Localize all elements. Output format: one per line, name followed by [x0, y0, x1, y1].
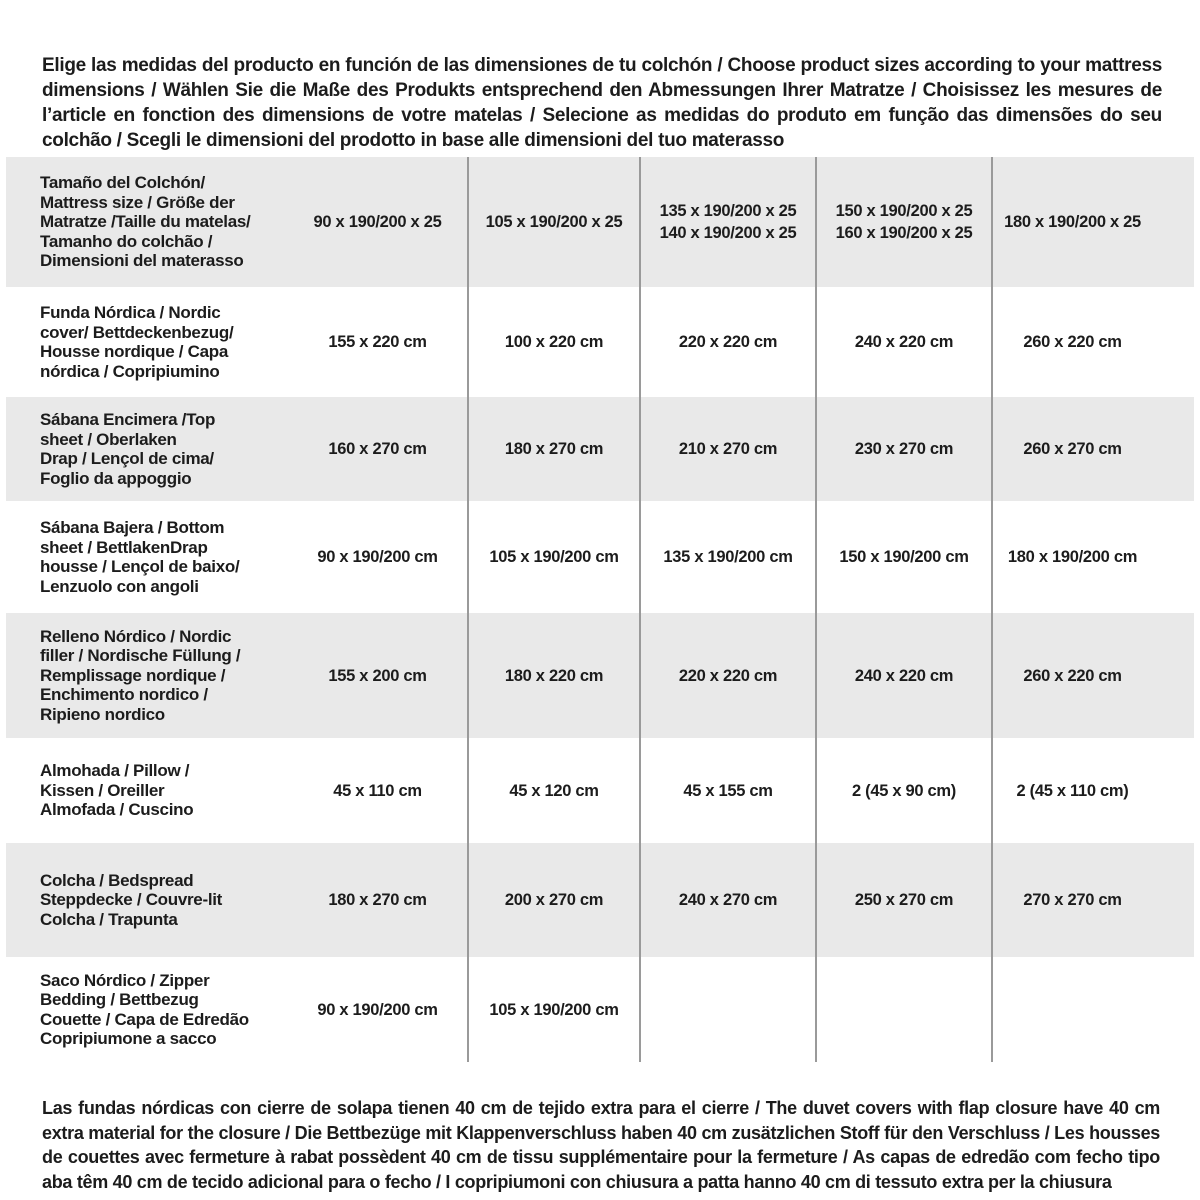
size-value-cell	[815, 843, 991, 957]
table-row-pillow	[6, 738, 1194, 843]
row-label-nordic-filler	[6, 613, 288, 738]
value-line: 105 x 190/200 cm	[489, 1000, 619, 1019]
value-line: 90 x 190/200 x 25	[313, 213, 442, 231]
size-value-cell	[467, 738, 639, 843]
size-value-cell	[639, 957, 815, 1062]
value-line: 180 x 270 cm	[328, 891, 427, 909]
label-line: Sábana Encimera /Top	[40, 410, 216, 429]
label-line: Mattress size / Größe der	[40, 192, 235, 212]
value-line: 230 x 270 cm	[854, 440, 954, 458]
size-value-cell	[991, 957, 1194, 1062]
size-value-cell	[815, 287, 991, 397]
label-line: nórdica / Copripiumino	[40, 361, 220, 381]
table-row-top-sheet	[6, 397, 1194, 501]
table-row-mattress-size	[6, 157, 1194, 287]
value-line: 155 x 200 cm	[328, 666, 427, 685]
label-line: Sábana Bajera / Bottom	[40, 518, 225, 537]
size-value-cell	[991, 397, 1194, 501]
size-value-cell	[815, 501, 991, 613]
value-line: 160 x 190/200 x 25	[835, 224, 973, 242]
size-value-cell	[815, 957, 991, 1062]
value-line: 200 x 270 cm	[504, 891, 604, 909]
size-value-cell	[991, 287, 1194, 397]
label-line: Tamanho do colchão /	[40, 231, 213, 251]
value-line: 100 x 220 cm	[504, 333, 604, 351]
row-label-nordic-cover	[6, 287, 288, 397]
size-value-cell	[467, 157, 639, 287]
label-line: filler / Nordische Füllung /	[40, 646, 241, 666]
size-value-cell	[639, 501, 815, 613]
size-value-cell	[288, 501, 467, 613]
label-line: Tamaño del Colchón/	[40, 173, 205, 193]
table-row-nordic-cover	[6, 287, 1194, 397]
row-label-bedspread	[6, 843, 288, 957]
value-line: 150 x 190/200 cm	[839, 548, 969, 566]
label-line: Ripieno nordico	[40, 704, 165, 724]
value-line: 240 x 220 cm	[854, 333, 954, 351]
label-line: Almohada / Pillow /	[40, 761, 190, 781]
size-value-cell	[991, 157, 1194, 287]
value-line: 260 x 220 cm	[1023, 333, 1122, 351]
value-line: 250 x 270 cm	[854, 891, 954, 909]
size-value-cell	[288, 843, 467, 957]
label-line: Matratze /Taille du matelas/	[40, 212, 251, 232]
label-line: Copripiumone a sacco	[40, 1029, 217, 1048]
table-row-bottom-sheet	[6, 501, 1194, 613]
size-value-cell	[991, 501, 1194, 613]
size-value-cell	[467, 501, 639, 613]
size-value-cell	[288, 738, 467, 843]
value-line: 150 x 190/200 x 25	[835, 202, 973, 220]
value-line: 260 x 270 cm	[1023, 440, 1122, 458]
size-value-cell	[639, 157, 815, 287]
size-value-cell	[467, 957, 639, 1062]
size-value-cell	[639, 287, 815, 397]
value-line: 240 x 270 cm	[678, 891, 778, 909]
outro-paragraph: Las fundas nórdicas con cierre de solapa tienen 40 cm de tejido extra para el cierre / The duvet covers with flap closure have 40 cm extra material for the closure / Die Bettbezüge mit Klappenverschluss haben 40 cm zusätzlichen Stoff für den Verschluss / Les housses de couettes avec fermeture à rabat possèdent 40 cm de tissu supplémentaire pour la fermeture / As capas de edredão com fecho tipo aba têm 40 cm de tecido adicional para o fecho / I copripiumoni con chiusura a patta hanno 40 cm di tessuto extra per la chiusura	[42, 1098, 1160, 1192]
value-line: 220 x 220 cm	[678, 333, 778, 351]
label-line: Lenzuolo con angoli	[40, 576, 199, 596]
value-line: 180 x 220 cm	[504, 666, 604, 685]
size-value-cell	[288, 957, 467, 1062]
value-line: 240 x 220 cm	[854, 666, 954, 685]
size-value-cell	[467, 843, 639, 957]
value-line: 180 x 270 cm	[504, 440, 604, 458]
size-value-cell	[288, 287, 467, 397]
value-line: 105 x 190/200 x 25	[485, 213, 623, 231]
value-line: 45 x 155 cm	[683, 781, 773, 800]
size-value-cell	[815, 157, 991, 287]
label-line: cover/ Bettdeckenbezug/	[40, 322, 234, 342]
size-value-cell	[288, 157, 467, 287]
size-value-cell	[815, 738, 991, 843]
value-line: 270 x 270 cm	[1023, 891, 1122, 909]
label-line: Almofada / Cuscino	[40, 800, 194, 820]
size-value-cell	[467, 397, 639, 501]
size-value-cell	[288, 613, 467, 738]
label-line: Housse nordique / Capa	[40, 342, 228, 361]
size-value-cell	[639, 843, 815, 957]
value-line: 45 x 120 cm	[509, 781, 599, 800]
label-line: sheet / Oberlaken	[40, 429, 177, 449]
row-label-mattress-size	[6, 157, 288, 287]
size-value-cell	[639, 397, 815, 501]
label-line: Steppdecke / Couvre-lit	[40, 890, 223, 910]
label-line: Enchimento nordico /	[40, 685, 208, 705]
size-value-cell	[467, 287, 639, 397]
value-line: 160 x 270 cm	[328, 440, 427, 458]
value-line: 260 x 220 cm	[1023, 666, 1122, 685]
label-line: Drap / Lençol de cima/	[40, 449, 214, 468]
row-label-pillow	[6, 738, 288, 843]
value-line: 105 x 190/200 cm	[489, 548, 619, 566]
value-line: 220 x 220 cm	[678, 666, 778, 685]
label-line: Relleno Nórdico / Nordic	[40, 626, 232, 646]
label-line: Dimensioni del materasso	[40, 251, 244, 271]
value-line: 180 x 190/200 cm	[1007, 548, 1138, 566]
row-label-zipper-bedding	[6, 957, 288, 1062]
value-line: 140 x 190/200 x 25	[659, 224, 797, 242]
label-line: Couette / Capa de Edredão	[40, 1009, 249, 1029]
label-line: sheet / BettlakenDrap	[40, 537, 208, 557]
label-line: Foglio da appoggio	[40, 468, 192, 488]
size-value-cell	[639, 613, 815, 738]
value-line: 45 x 110 cm	[333, 781, 422, 800]
value-line: 90 x 190/200 cm	[317, 1000, 438, 1019]
size-value-cell	[639, 738, 815, 843]
table-row-nordic-filler	[6, 613, 1194, 738]
label-line: Colcha / Trapunta	[40, 909, 178, 929]
size-value-cell	[991, 738, 1194, 843]
value-line: 2 (45 x 110 cm)	[1016, 781, 1129, 800]
row-label-top-sheet	[6, 397, 288, 501]
size-table	[6, 157, 1194, 1062]
size-value-cell	[991, 613, 1194, 738]
label-line: housse / Lençol de baixo/	[40, 557, 240, 576]
label-line: Funda Nórdica / Nordic	[40, 303, 221, 322]
value-line: 90 x 190/200 cm	[317, 548, 438, 566]
size-value-cell	[815, 397, 991, 501]
label-line: Colcha / Bedspread	[40, 870, 194, 890]
size-value-cell	[467, 613, 639, 738]
value-line: 135 x 190/200 x 25	[659, 202, 797, 220]
value-line: 180 x 190/200 x 25	[1004, 213, 1141, 231]
size-value-cell	[288, 397, 467, 501]
intro-paragraph: Elige las medidas del producto en función de las dimensiones de tu colchón / Choose product sizes according to your mattress dimensions / Wählen Sie die Maße des Produkts entsprechend den Abmessungen Ihrer Matratze / Choisissez les mesures de l’article en fonction des dimensions de votre matelas / Selecione as medidas do produto em função das dimensões do seu colchão / Scegli le dimensioni del prodotto in base alle dimensioni del tuo materasso	[42, 55, 1162, 151]
value-line: 155 x 220 cm	[328, 333, 427, 351]
label-line: Bedding / Bettbezug	[40, 990, 199, 1009]
row-label-bottom-sheet	[6, 501, 288, 613]
size-value-cell	[991, 843, 1194, 957]
value-line: 135 x 190/200 cm	[663, 548, 793, 566]
label-line: Kissen / Oreiller	[40, 780, 165, 800]
table-row-zipper-bedding	[6, 957, 1194, 1062]
label-line: Saco Nórdico / Zipper	[40, 970, 210, 990]
value-line: 2 (45 x 90 cm)	[851, 781, 957, 800]
table-row-bedspread	[6, 843, 1194, 957]
value-line: 210 x 270 cm	[678, 440, 778, 458]
size-value-cell	[815, 613, 991, 738]
label-line: Remplissage nordique /	[40, 665, 226, 685]
